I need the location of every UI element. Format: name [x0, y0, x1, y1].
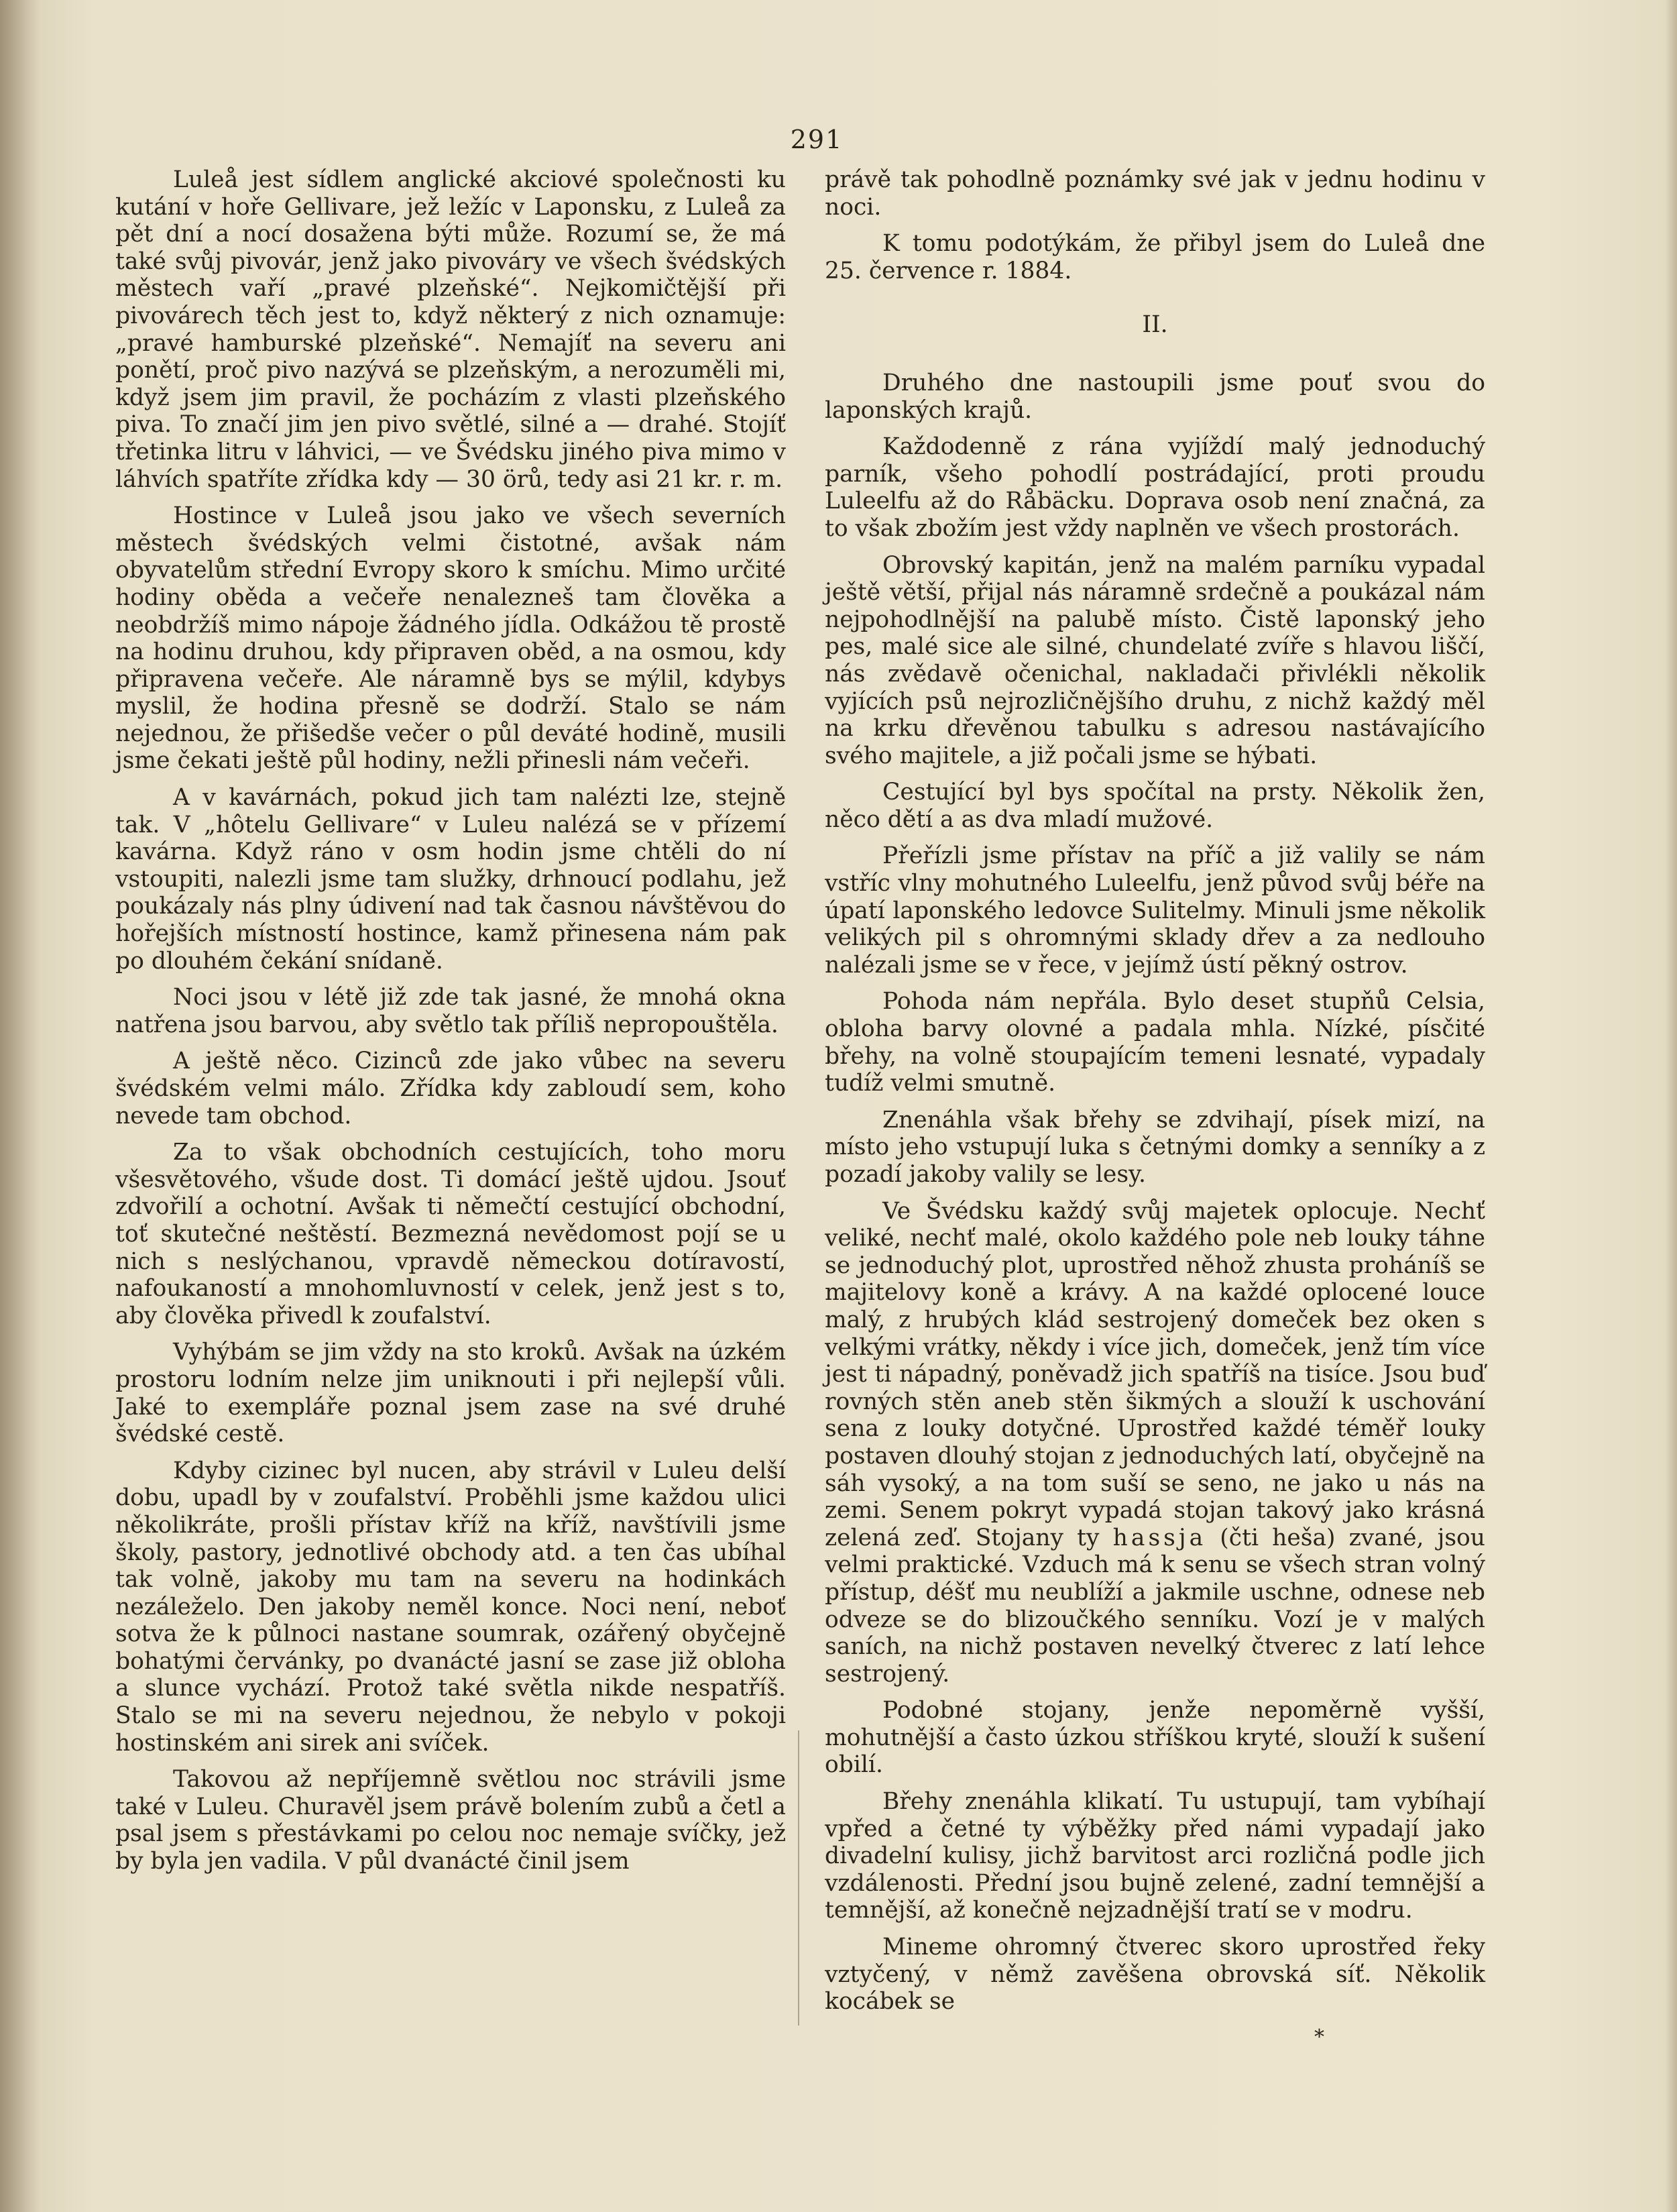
left-column [115, 166, 786, 1875]
paragraph: A v kavárnách, pokud jich tam nalézti lze, stejně tak. V „hôtelu Gellivare“ v Luleu nalézá se v přízemí kavárna. Když ráno v osm hodin jsme chtěli do ní vstoupiti, nalezli jsme tam služky, drhnoucí podlahu, jež poukázaly nás plny údivení nad tak časnou návštěvou do hořejších místností hostince, kamž přinesena nám pak po dlouhém čekání snídaně. [115, 784, 786, 975]
paragraph: Noci jsou v létě již zde tak jasné, že mnohá okna natřena jsou barvou, aby světlo tak příliš nepropouštěla. [115, 984, 786, 1038]
paragraph: Znenáhla však břehy se zdvihají, písek mizí, na místo jeho vstupují luka s četnými domky a senníky a z pozadí jakoby valily se lesy. [825, 1106, 1485, 1188]
footer-mark: * [1314, 2026, 1324, 2049]
paragraph: Za to však obchodních cestujících, toho moru všesvětového, všude dost. Ti domácí ještě ujdou. Jsouť zdvořilí a ochotní. Avšak ti němečtí cestující obchodní, toť skutečné neštěstí. Bezmezná nevědomost pojí se u nich s neslýchanou, vpravdě německou dotíravostí, nafoukaností a mnohomluvností v celek, jenž jest s to, aby člověka přivedl k zoufalství. [115, 1139, 786, 1329]
paragraph: Takovou až nepříjemně světlou noc strávili jsme také v Luleu. Churavěl jsem právě bolením zubů a četl a psal jsem s přestávkami po celou noc nemaje svíčky, jež by byla jen vadila. V půl dvanácté činil jsem [115, 1766, 786, 1875]
column-divider [798, 1730, 799, 2026]
paragraph: Luleå jest sídlem anglické akciové společnosti ku kutání v hoře Gellivare, jež ležíc v Laponsku, z Luleå za pět dní a nocí dosažena býti může. Rozumí se, že má také svůj pivovár, jenž jako pivováry ve všech švédských městech vaří „pravé plzeňské“. Nejkomičtější při pivovárech těch jest to, když některý z nich oznamuje: „pravé hamburské plzeňské“. Nemajíť na severu ani ponětí, proč pivo nazývá se plzeňským, a nerozuměli mi, když jsem jim pravil, že pocházím z vlasti plzeňského piva. To značí jim jen pivo světlé, silné a — drahé. Stojíť třetinka litru v láhvici, — ve Švédsku jiného piva mimo v láhvích spatříte zřídka kdy — 30 örů, tedy asi 21 kr. r. m. [115, 166, 786, 493]
continued-paragraph: právě tak pohodlně poznámky své jak v jednu hodinu v noci. [825, 166, 1485, 221]
page-number: 291 [790, 125, 844, 154]
right-column [825, 166, 1485, 2015]
paragraph-hassja [825, 1198, 1485, 1688]
paragraph: Břehy znenáhla klikatí. Tu ustupují, tam vybíhají vpřed a četné ty výběžky před námi vypadají jako divadelní kulisy, jichž barvitost arci rozličná podle jich vzdálenosti. Přední jsou bujně zelené, zadní temnější a temnější, až konečně nejzadnější tratí se v modru. [825, 1788, 1485, 1924]
paragraph: Hostince v Luleå jsou jako ve všech severních městech švédských velmi čistotné, avšak nám obyvatelům střední Evropy skoro k smíchu. Mimo určité hodiny oběda a večeře nenalezneš tam člověka a neobdržíš mimo nápoje žádného jídla. Odkážou tě prostě na hodinu druhou, kdy připraven oběd, a na osmou, kdy připravena večeře. Ale náramně bys se mýlil, kdybys myslil, že hodina přesně se dodrží. Stalo se nám nejednou, že přišedše večer o půl deváté hodině, musili jsme čekati ještě půl hodiny, nežli přinesli nám večeři. [115, 502, 786, 775]
paragraph: Mineme ohromný čtverec skoro uprostřed řeky vztyčený, v němž zavěšena obrovská síť. Několik kocábek se [825, 1934, 1485, 2015]
paragraph: Obrovský kapitán, jenž na malém parníku vypadal ještě větší, přijal nás náramně srdečně a poukázal nám nejpohodlnější na palubě místo. Čistě laponský jeho pes, malé sice ale silné, chundelaté zvíře s hlavou liščí, nás zvědavě očenichal, nakladači přivlékli několik vyjících psů nejrozličnějšího druhu, z nichž každý měl na krku dřevěnou tabulku s adresou nastávajícího svého majitele, a již počali jsme se hýbati. [825, 551, 1485, 769]
paragraph: Druhého dne nastoupili jsme pouť svou do laponských krajů. [825, 369, 1485, 424]
binding-shadow [0, 0, 40, 2212]
paragraph: Vyhýbám se jim vždy na sto kroků. Avšak na úzkém prostoru lodním nelze jim uniknouti i při nejlepší vůli. Jaké to exempláře poznal jsem zase na své druhé švédské cestě. [115, 1339, 786, 1448]
paragraph: A ještě něco. Cizinců zde jako vůbec na severu švédském velmi málo. Zřídka kdy zabloudí sem, koho nevede tam obchod. [115, 1048, 786, 1129]
section-heading: II. [1142, 311, 1168, 339]
paragraph: Cestující byl bys spočítal na prsty. Několik žen, něco dětí a as dva mladí mužové. [825, 779, 1485, 833]
paragraph: Kdyby cizinec byl nucen, aby strávil v Luleu delší dobu, upadl by v zoufalství. Proběhli jsme každou ulici několikráte, prošli přístav kříž na kříž, navštívili jsme školy, pastory, jednotlivé obchody atd. a ten čas ubíhal tak volně, jakoby mu tam na severu na hodinkách nezáleželo. Den jakoby neměl konce. Noci není, neboť sotva že k půlnoci nastane soumrak, ozářený obyčejně bohatými červánky, po dvanácté jasní se zase již obloha a slunce vychází. Protož také světla nikde nespatříš. Stalo se mi na severu nejednou, že nebylo v pokoji hostinském ani sirek ani svíček. [115, 1457, 786, 1757]
paragraph: Každodenně z rána vyjíždí malý jednoduchý parník, všeho pohodlí postrádající, proti proudu Luleelfu až do Råbäcku. Doprava osob není značná, za to však zbožím jest vždy naplněn ve všech prostorách. [825, 433, 1485, 542]
paragraph-hassja-part-a: Ve Švédsku každý svůj majetek oplocuje. Nechť veliké, nechť malé, okolo každého pole neb louky táhne se jednoduchý plot, uprostřed něhož zhusta proháníš se majitelovy koně a krávy. A na každé oplocené louce malý, z hrubých klád sestrojený domeček bez oken s velkými vrátky, někdy i více jich, domeček, jenž tím více jest ti nápadný, poněvadž jich spatříš na tisíce. Jsou buď rovných stěn aneb stěn šikmých a slouží k uschování sena z louky dotyčné. Uprostřed každé téměř louky postaven dlouhý stojan z jednoduchých latí, obyčejně na sáh vysoký, a na tom suší se seno, ne jako u nás na zemi. Senem pokryt vypadá stojan takový jako krásná zelená zeď. Stojany ty [825, 1197, 1485, 1551]
paragraph: Pohoda nám nepřála. Bylo deset stupňů Celsia, obloha barvy olovné a padala mhla. Nízké, písčité břehy, na volně stoupajícím temeni lesnaté, vypadaly tudíž velmi smutně. [825, 988, 1485, 1097]
paragraph: Podobné stojany, jenže nepoměrně vyšší, mohutnější a často úzkou stříškou kryté, slouží k sušení obilí. [825, 1697, 1485, 1779]
paragraph: K tomu podotýkám, že přibyl jsem do Luleå dne 25. července r. 1884. [825, 230, 1485, 284]
paragraph: Přeřízli jsme přístav na příč a již valily se nám vstříc vlny mohutného Luleelfu, jenž původ svůj béře na úpatí laponského ledovce Sulitelmy. Minuli jsme několik velikých pil s ohromnými sklady dřev a za nedlouho nalézali jsme se v řece, v jejímž ústí pěkný ostrov. [825, 842, 1485, 979]
paragraph-hassja-part-b: (čti heša) zvané, jsou velmi praktické. Vzduch má k senu se všech stran volný přístup, déšť mu neublíží a jakmile uschne, odnese neb odveze se do blizoučkého senníku. Vozí je v malých saních, na nichž postaven nevelký čtverec z latí lehce sestrojený. [825, 1524, 1486, 1688]
hassja-term: hassja [1112, 1524, 1207, 1551]
scan-edge [1665, 0, 1677, 2212]
